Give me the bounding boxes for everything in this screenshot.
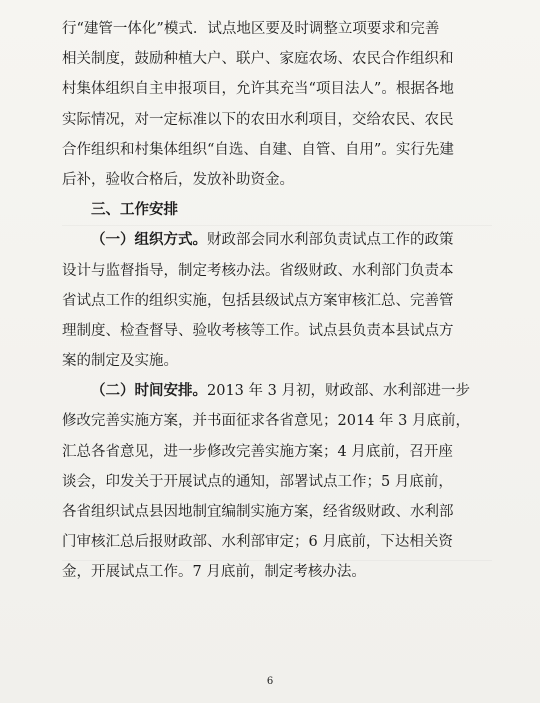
subsection-first-line — [62, 225, 494, 255]
subsection-first-line — [62, 376, 494, 406]
paragraph-line: 后补，验收合格后，发放补助资金。 — [62, 171, 294, 188]
paragraph-line: 实际情况，对一定标准以下的农田水利项目，交给农民、农民 — [62, 111, 454, 128]
paragraph-line: 相关制度，鼓励种植大户、联户、家庭农场、农民合作组织和 — [62, 51, 454, 68]
page-number: 6 — [266, 676, 274, 687]
paragraph-line: 理制度、检查督导、验收考核等工作。试点县负责本县试点方 — [62, 322, 454, 339]
document-body — [62, 14, 494, 588]
paragraph-line: 各省组织试点县因地制宜编制实施方案，经省级财政、水利部 — [62, 504, 454, 520]
paragraph-line: 门审核汇总后报财政部、水利部审定；6 月底前，下达相关资 — [62, 534, 453, 551]
paragraph-line: 谈会，印发关于开展试点的通知，部署试点工作；5 月底前， — [62, 473, 453, 490]
paragraph-line: 设计与监督指导，制定考核办法。省级财政、水利部门负责本 — [62, 262, 454, 279]
subsection-text: 财政部会同水利部负责试点工作的政策 — [207, 232, 454, 249]
paragraph-line: 金，开展试点工作。7 月底前，制定考核办法。 — [62, 564, 366, 581]
paragraph-line: 行“建管一体化”模式．试点地区要及时调整立项要求和完善 — [62, 21, 440, 37]
paragraph-line: 村集体组织自主申报项目，允许其充当“项目法人”。根据各地 — [62, 81, 454, 98]
paragraph-line: 案的制定及实施。 — [62, 353, 178, 370]
subsection-text: 2013 年 3 月初，财政部、水利部进一步 — [207, 383, 470, 400]
subsection-label: （二）时间安排。 — [91, 383, 207, 400]
paragraph-line: 省试点工作的组织实施，包括县级试点方案审核汇总、完善管 — [62, 292, 454, 309]
paragraph-line: 汇总各省意见，进一步修改完善实施方案；4 月底前，召开座 — [62, 443, 453, 460]
paragraph-line: 合作组织和村集体组织“自选、自建、自管、自用”。实行先建 — [62, 141, 454, 158]
subsection-label: （一）组织方式。 — [91, 232, 207, 249]
section-heading: 三、工作安排 — [91, 202, 178, 219]
paragraph-line: 修改完善实施方案，并书面征求各省意见；2014 年 3 月底前， — [62, 413, 470, 430]
